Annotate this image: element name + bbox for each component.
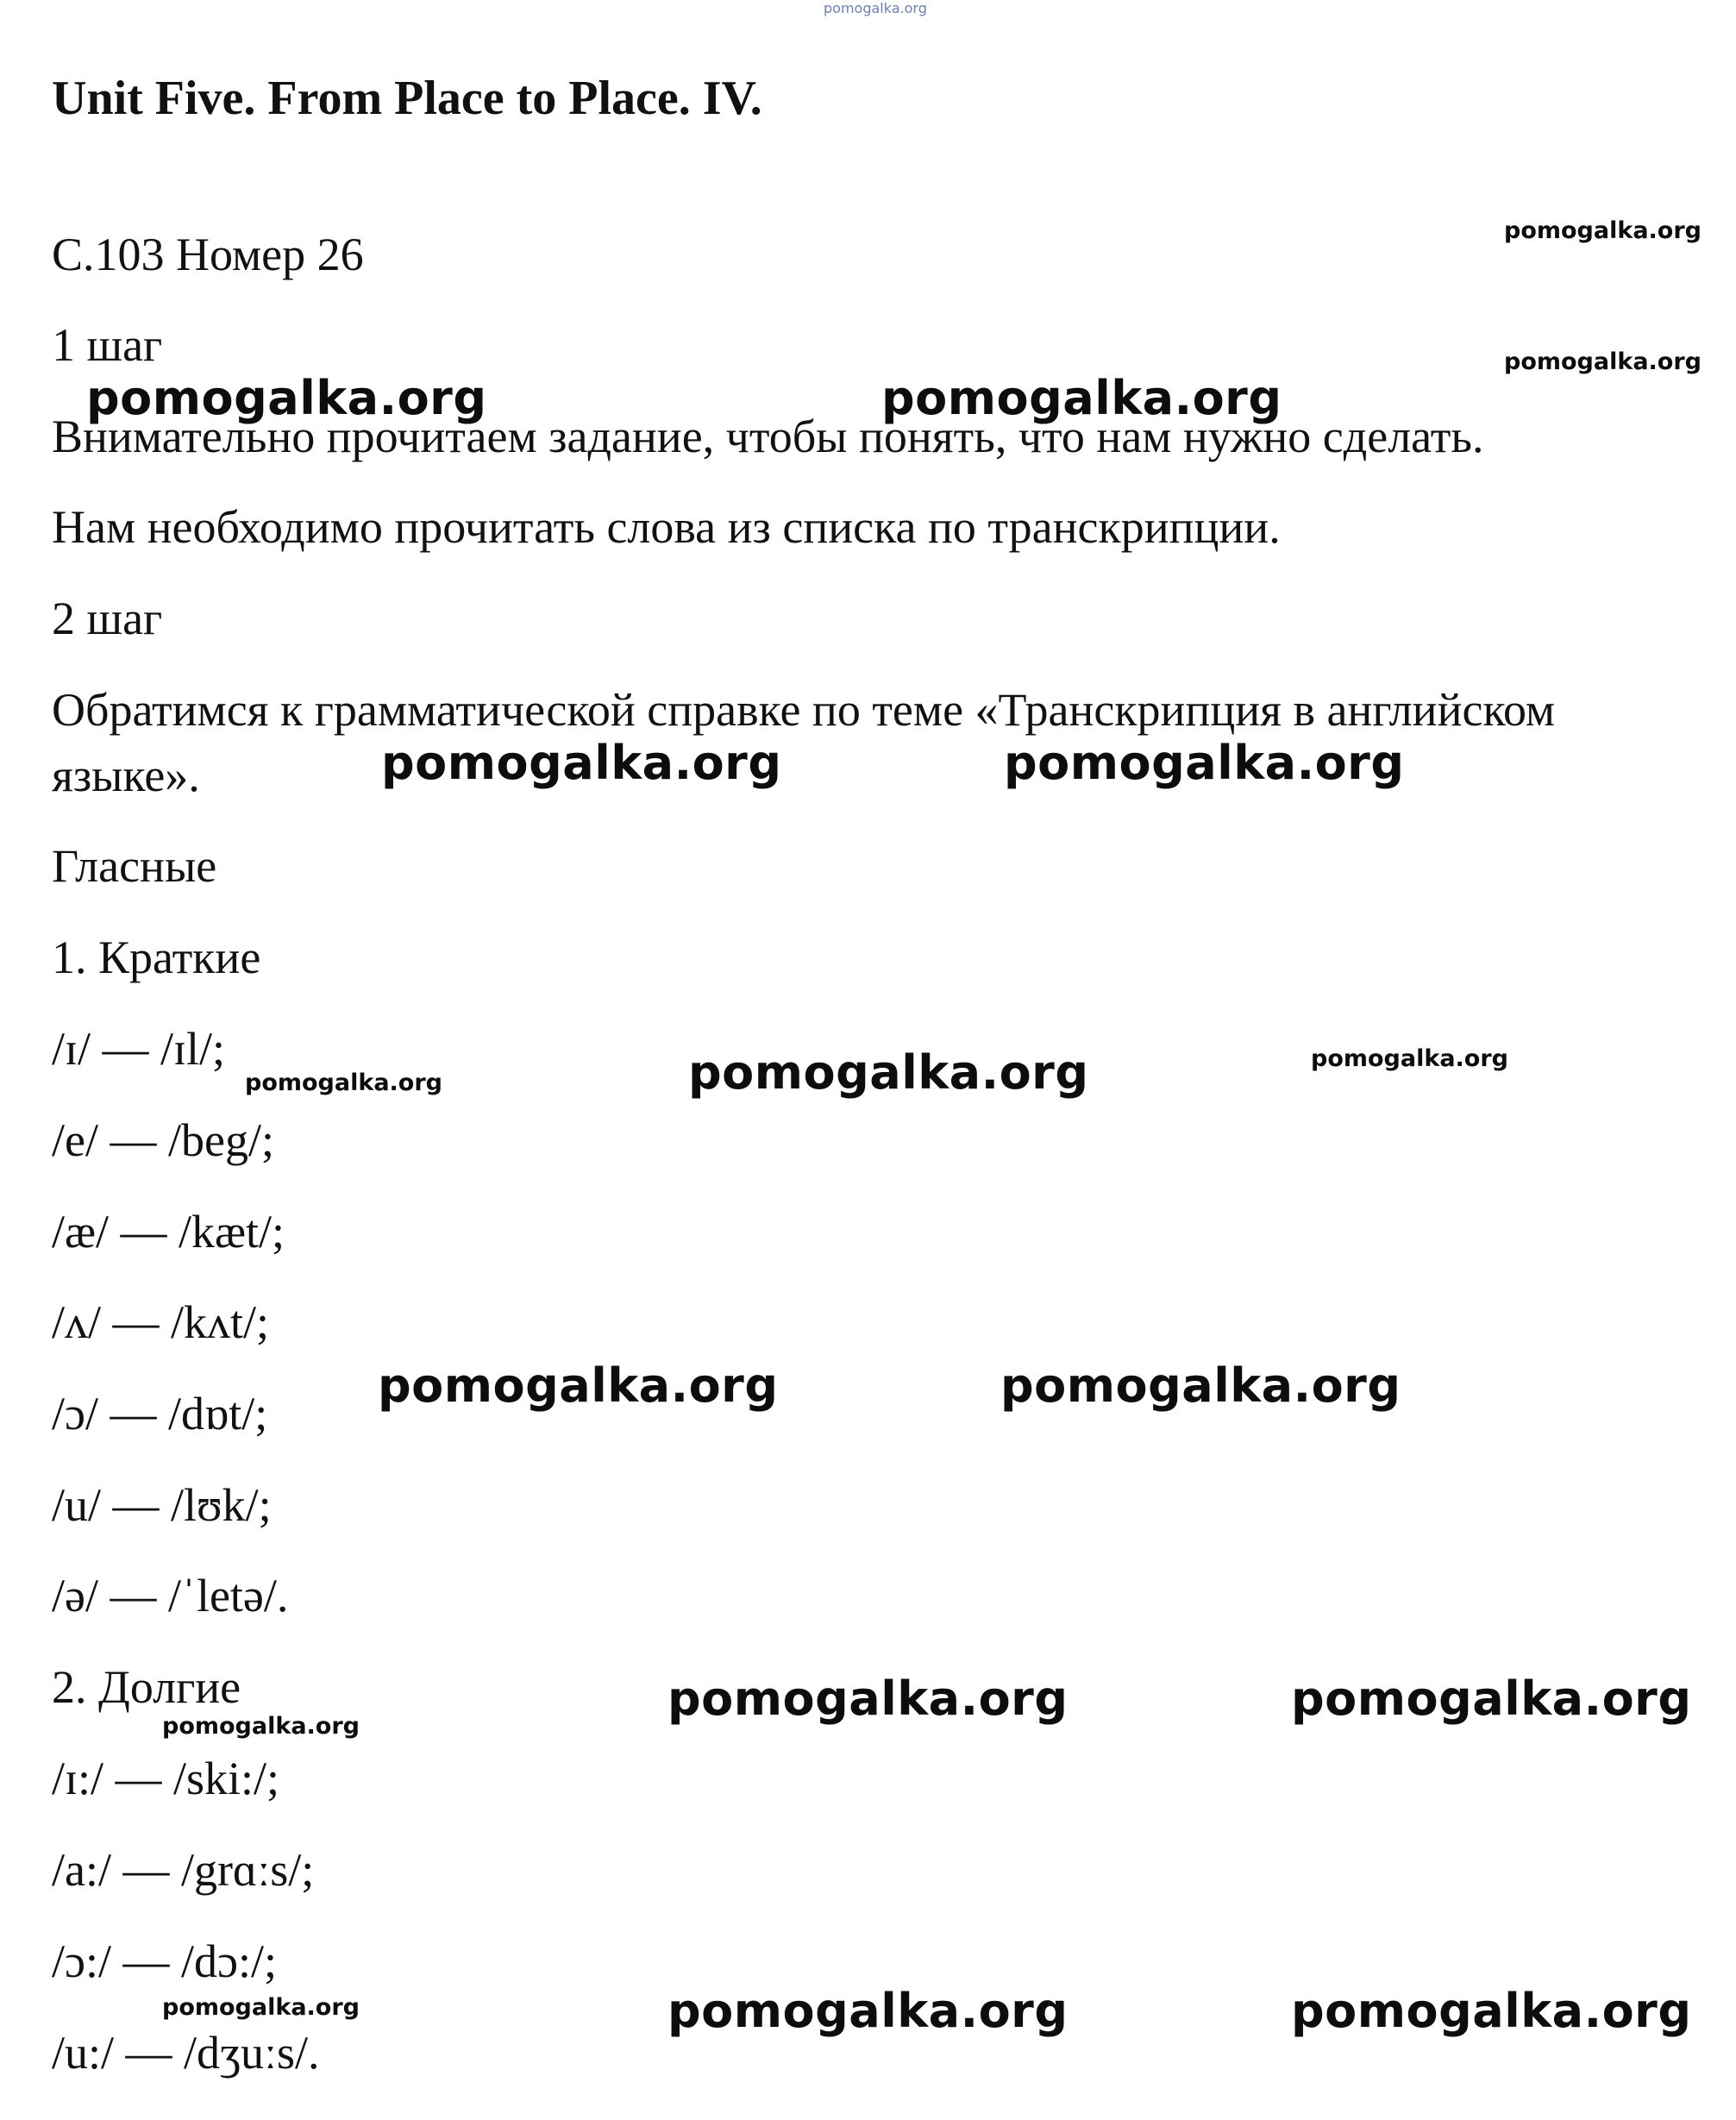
watermark-large: pomogalka.org xyxy=(667,1672,1069,1726)
long-vowel-item: /a:/ — /grɑːs/; xyxy=(52,1844,315,1896)
long-vowel-item: /ɔ:/ — /dɔ:/; xyxy=(52,1935,277,1987)
watermark-small: pomogalka.org xyxy=(1504,217,1702,244)
watermark-small: pomogalka.org xyxy=(245,1069,442,1096)
watermark-small: pomogalka.org xyxy=(1311,1045,1508,1072)
short-vowel-item: /ə/ — /ˈletə/. xyxy=(52,1570,289,1621)
long-vowels-heading: 2. Долгие xyxy=(52,1661,241,1713)
watermark-large: pomogalka.org xyxy=(86,371,487,425)
watermark-large: pomogalka.org xyxy=(688,1045,1089,1100)
paragraph-1: Внимательно прочитаем задание, чтобы понять, что нам нужно сделать. xyxy=(52,411,1484,462)
watermark-large: pomogalka.org xyxy=(1004,736,1405,790)
short-vowel-item: /e/ — /beg/; xyxy=(52,1114,274,1166)
watermark-large: pomogalka.org xyxy=(1000,1358,1401,1413)
watermark-large: pomogalka.org xyxy=(378,1358,779,1413)
short-vowel-item: /ʌ/ — /kʌt/; xyxy=(52,1296,270,1348)
watermark-small: pomogalka.org xyxy=(1504,348,1702,375)
short-vowels-heading: 1. Краткие xyxy=(52,931,261,983)
watermark-small: pomogalka.org xyxy=(162,1713,360,1740)
step-1-heading: 1 шаг xyxy=(52,319,163,371)
short-vowel-item: /ɪ/ — /ɪl/; xyxy=(52,1023,226,1075)
top-watermark: pomogalka.org xyxy=(824,0,927,16)
paragraph-2: Нам необходимо прочитать слова из списка по транскрипции. xyxy=(52,501,1281,553)
long-vowel-item: /ɪ:/ — /ski:/; xyxy=(52,1753,280,1804)
watermark-large: pomogalka.org xyxy=(1291,1984,1692,2038)
page-number-line: С.103 Номер 26 xyxy=(52,229,364,280)
paragraph-3-line-2: языке». xyxy=(52,750,200,801)
watermark-large: pomogalka.org xyxy=(381,736,782,790)
short-vowel-item: /æ/ — /kæt/; xyxy=(52,1206,285,1258)
watermark-large: pomogalka.org xyxy=(1291,1672,1692,1726)
watermark-large: pomogalka.org xyxy=(667,1984,1069,2038)
vowels-heading: Гласные xyxy=(52,840,217,892)
long-vowel-item: /u:/ — /dʒuːs/. xyxy=(52,2027,320,2079)
step-2-heading: 2 шаг xyxy=(52,593,163,644)
paragraph-3-line-1: Обратимся к грамматической справке по теме «Транскрипция в английском xyxy=(52,684,1556,736)
page-title: Unit Five. From Place to Place. IV. xyxy=(52,72,762,125)
short-vowel-item: /ɔ/ — /dɒt/; xyxy=(52,1388,268,1439)
short-vowel-item: /u/ — /lʊk/; xyxy=(52,1479,272,1531)
watermark-large: pomogalka.org xyxy=(881,371,1282,425)
watermark-small: pomogalka.org xyxy=(162,1994,360,2021)
